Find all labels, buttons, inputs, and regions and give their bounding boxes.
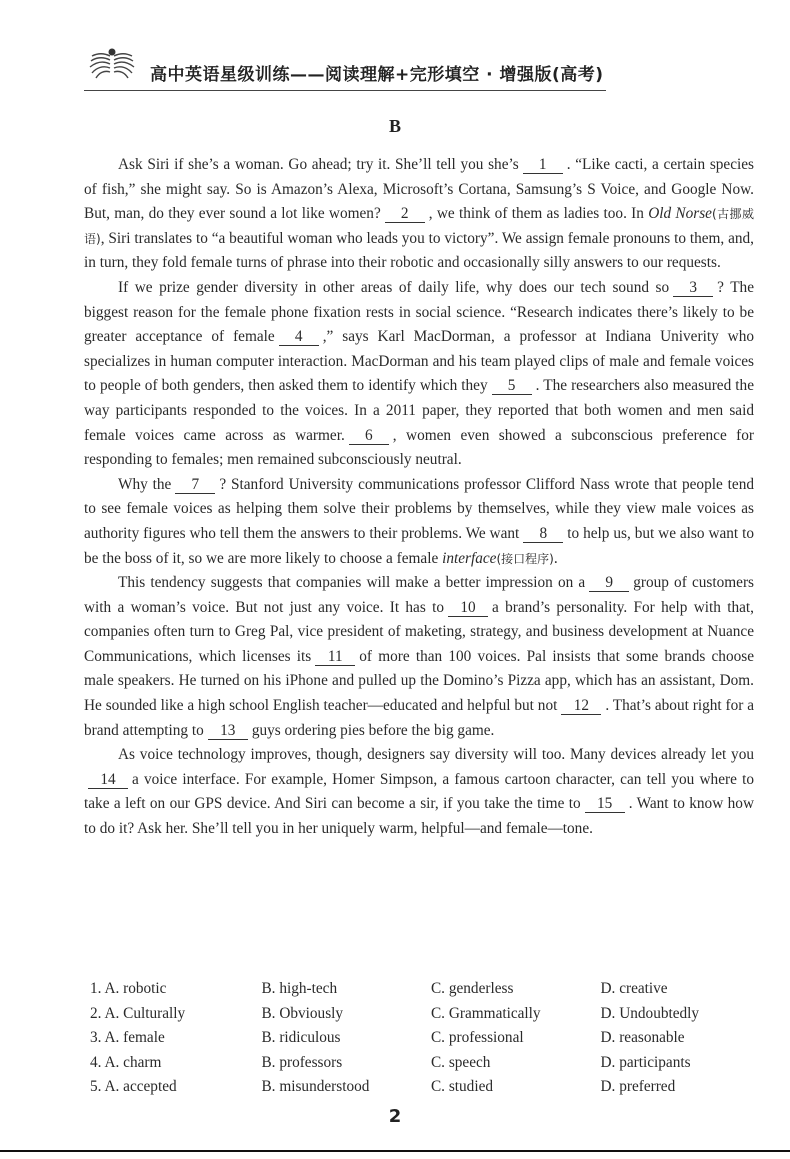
text: If we prize gender diversity in other areas of daily life, why does our tech sound so <box>118 278 670 296</box>
blank-6[interactable]: 6 <box>349 428 389 445</box>
text: ? Stanford University communications professor Clifford Nass wrote that people tend to see female voices as helping them solve their problems by themselves, while they view male voices as authority figures who tell them the answers to their problems. We want <box>84 475 755 542</box>
option-1c[interactable]: C. genderless <box>430 980 514 997</box>
blank-13[interactable]: 13 <box>208 723 248 740</box>
text: of more than 100 voices. Pal insists that some brands choose male speakers. He turned on his iPhone and pulled up the Domino’s Pizza app, which has an assistant, Dom. He sounded like a high school English teacher—educated and helpful but not <box>84 647 754 715</box>
blank-9[interactable]: 9 <box>589 575 629 592</box>
italic-term: Old Norse <box>648 205 712 223</box>
blank-11[interactable]: 11 <box>315 649 355 666</box>
option-4d[interactable]: D. participants <box>600 1053 691 1071</box>
blank-5[interactable]: 5 <box>492 378 532 395</box>
option-5c[interactable]: C. studied <box>430 1078 494 1095</box>
blank-4[interactable]: 4 <box>279 329 319 346</box>
text: a brand’s personality. For help with that, companies often turn to Greg Pal, vice president of maketing, strategy, and business development at Nuance Communications, which licenses its <box>84 598 754 665</box>
paragraph-2 <box>84 276 754 473</box>
text: . The researchers also measured the way participants responded to the voices. In a 2011 paper, they reported that both women and men said female voices came across as warmer. <box>84 377 754 444</box>
text: a voice interface. For example, Homer Simpson, a famous cartoon character, can tell you where to take a left on our GPS device. And Siri can become a sir, if you take the time to <box>84 770 754 813</box>
text: Why the <box>118 475 172 493</box>
text: ,” says Karl MacDorman, a professor at Indiana Univerity who specializes in human computer interaction. MacDorman and his team played clips of male and female voices to people of both genders, then asked them to identify which they <box>84 328 754 395</box>
blank-3[interactable]: 3 <box>673 280 713 297</box>
option-2d[interactable]: D. Undoubtedly <box>600 1004 700 1022</box>
question-2-options <box>90 1005 770 1030</box>
option-3a[interactable]: 3. A. female <box>90 1029 165 1046</box>
option-2c[interactable]: C. Grammatically <box>430 1004 541 1022</box>
bottom-border <box>0 1150 790 1152</box>
book-wings-logo-icon <box>88 46 136 82</box>
option-3c[interactable]: C. professional <box>430 1029 524 1046</box>
option-2b[interactable]: B. Obviously <box>261 1004 344 1022</box>
option-1b[interactable]: B. high-tech <box>261 980 338 997</box>
text: As voice technology improves, though, designers say diversity will too. Many devices already let you <box>118 746 754 764</box>
option-5a[interactable]: 5. A. accepted <box>90 1078 177 1095</box>
question-4-options <box>90 1054 770 1079</box>
text: , women even showed a subconscious preference for responding to females; men remained subconsciously neutral. <box>84 426 754 469</box>
text: . That’s about right for a brand attempting to <box>84 697 754 739</box>
text: . “Like cacti, a certain species of fish,” she might say. So is Amazon’s Alexa, Microsoft’s Cortana, Samsung’s S Voice, and Google Now. But, man, do they ever sound a lot like women? <box>84 156 754 223</box>
option-4a[interactable]: 4. A. charm <box>90 1053 162 1071</box>
paragraph-3 <box>84 473 754 571</box>
book-title: 高中英语星级训练——阅读理解+完形填空 · 增强版(高考) <box>150 65 604 85</box>
page-header <box>84 46 606 94</box>
paragraph-5 <box>84 743 754 841</box>
question-3-options <box>90 1029 770 1054</box>
italic-term: interface <box>442 549 497 567</box>
blank-8[interactable]: 8 <box>523 526 563 543</box>
page-number: 2 <box>388 1106 402 1127</box>
text: Ask Siri if she’s a woman. Go ahead; try it. She’ll tell you she’s <box>118 156 519 173</box>
option-3d[interactable]: D. reasonable <box>600 1029 685 1046</box>
blank-1[interactable]: 1 <box>523 157 563 174</box>
option-3b[interactable]: B. ridiculous <box>261 1029 341 1046</box>
question-5-options <box>90 1078 770 1103</box>
header-divider <box>84 90 606 91</box>
blank-15[interactable]: 15 <box>585 796 625 813</box>
option-1d[interactable]: D. creative <box>600 980 668 997</box>
text: to help us, but we also want to be the boss of it, so we are more likely to choose a female <box>84 524 754 567</box>
text: . Want to know how to do it? Ask her. She’ll tell you in her uniquely warm, helpful—and female—tone. <box>84 795 754 838</box>
text: group of customers with a woman’s voice. But not just any voice. It has to <box>84 574 754 616</box>
text: guys ordering pies before the big game. <box>251 721 495 739</box>
option-1a[interactable]: 1. A. robotic <box>90 980 167 997</box>
cloze-passage <box>84 153 754 842</box>
blank-2[interactable]: 2 <box>385 206 425 223</box>
text: , Siri translates to “a beautiful woman who leads you to victory”. We assign female pronouns to them, and, in turn, they fold female turns of phrase into their robotic and occasionally silly answers to our requests. <box>84 229 754 272</box>
blank-12[interactable]: 12 <box>561 698 601 715</box>
paragraph-1 <box>84 153 754 276</box>
chinese-gloss: (古挪威语) <box>84 207 754 246</box>
option-2a[interactable]: 2. A. Culturally <box>90 1004 186 1022</box>
option-4b[interactable]: B. professors <box>261 1053 343 1071</box>
text: . <box>553 549 558 567</box>
question-1-options <box>90 980 770 1005</box>
blank-7[interactable]: 7 <box>175 477 215 494</box>
option-5b[interactable]: B. misunderstood <box>261 1078 370 1095</box>
paragraph-4 <box>84 571 754 743</box>
chinese-gloss: (接口程序) <box>496 551 554 566</box>
text: , we think of them as ladies too. In <box>428 205 644 223</box>
option-4c[interactable]: C. speech <box>430 1053 491 1071</box>
answer-options <box>90 980 770 1103</box>
option-5d[interactable]: D. preferred <box>600 1078 676 1095</box>
section-letter: B <box>388 116 401 136</box>
blank-14[interactable]: 14 <box>88 772 128 789</box>
blank-10[interactable]: 10 <box>448 600 488 617</box>
text: This tendency suggests that companies will make a better impression on a <box>118 574 586 592</box>
text: ? The biggest reason for the female phone fixation rests in social science. “Research indicates there’s likely to be greater acceptance of female <box>84 278 754 346</box>
